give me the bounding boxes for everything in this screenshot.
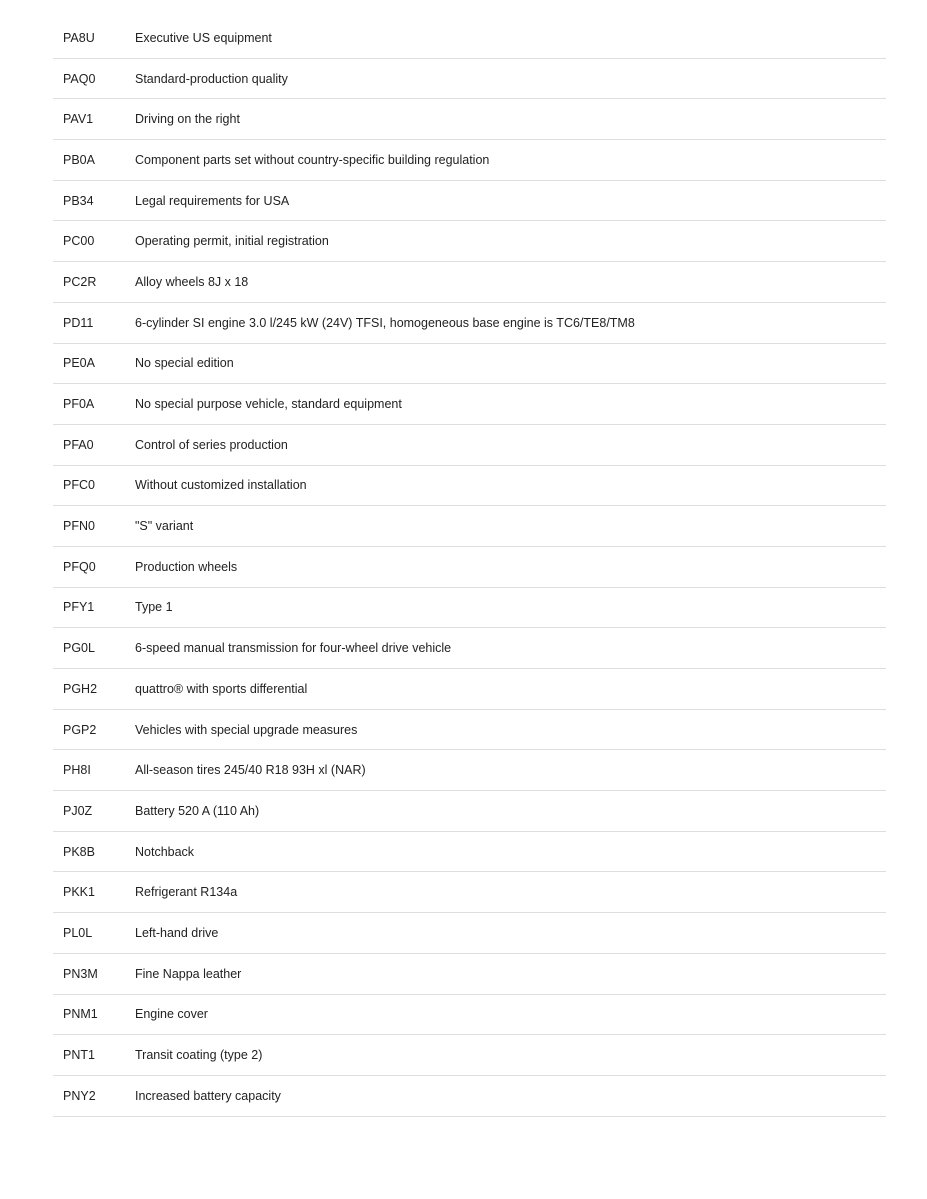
table-row: [53, 913, 886, 954]
option-description: Vehicles with special upgrade measures: [135, 722, 358, 737]
option-description: Fine Nappa leather: [135, 966, 242, 981]
option-code: PFC0: [63, 478, 95, 493]
option-code: PNY2: [63, 1088, 96, 1103]
option-code: PAQ0: [63, 71, 96, 86]
option-code: PD11: [63, 315, 94, 330]
option-code: PKK1: [63, 885, 95, 900]
option-code: PNM1: [63, 1007, 98, 1022]
option-code: PB34: [63, 193, 94, 208]
option-code: PGH2: [63, 681, 98, 696]
option-code: PC00: [63, 234, 95, 249]
option-code: PA8U: [63, 30, 95, 45]
table-row: [53, 221, 886, 262]
option-description: All-season tires 245/40 R18 93H xl (NAR): [135, 763, 366, 778]
table-row: [53, 344, 886, 385]
table-row: [53, 181, 886, 222]
table-row: [53, 59, 886, 100]
option-description: Type 1: [135, 600, 173, 615]
table-row: [53, 669, 886, 710]
table-row: [53, 466, 886, 507]
option-code: PAV1: [63, 112, 94, 127]
option-description: Production wheels: [135, 559, 238, 574]
option-description: Transit coating (type 2): [135, 1048, 263, 1063]
option-code: PF0A: [63, 397, 95, 412]
option-code: PGP2: [63, 722, 97, 737]
table-row: [53, 995, 886, 1036]
table-row: [53, 1076, 886, 1117]
option-description: Increased battery capacity: [135, 1088, 281, 1103]
option-code: PG0L: [63, 641, 95, 656]
table-row: [53, 628, 886, 669]
option-code: PJ0Z: [63, 803, 93, 818]
option-code: PK8B: [63, 844, 95, 859]
table-row: [53, 750, 886, 791]
option-description: Operating permit, initial registration: [135, 234, 329, 249]
option-description: No special edition: [135, 356, 234, 371]
option-description: Component parts set without country-specific building regulation: [135, 152, 490, 167]
option-description: Engine cover: [135, 1007, 208, 1022]
options-table: [53, 18, 886, 1117]
option-description: Executive US equipment: [135, 30, 272, 45]
option-code: PH8I: [63, 763, 91, 778]
option-code: PFY1: [63, 600, 95, 615]
option-description: Control of series production: [135, 437, 288, 452]
option-description: "S" variant: [135, 519, 194, 534]
table-row: [53, 954, 886, 995]
option-description: Refrigerant R134a: [135, 885, 238, 900]
table-row: [53, 588, 886, 629]
table-row: [53, 832, 886, 873]
option-code: PFA0: [63, 437, 94, 452]
option-description: Alloy wheels 8J x 18: [135, 274, 249, 289]
option-description: Standard-production quality: [135, 71, 288, 86]
option-code: PL0L: [63, 925, 93, 940]
option-code: PNT1: [63, 1048, 95, 1063]
table-row: [53, 140, 886, 181]
option-code: PFN0: [63, 519, 95, 534]
table-row: [53, 710, 886, 751]
table-row: [53, 425, 886, 466]
option-code: PN3M: [63, 966, 98, 981]
option-code: PC2R: [63, 274, 97, 289]
option-code: PE0A: [63, 356, 95, 371]
table-row: [53, 506, 886, 547]
table-row: [53, 262, 886, 303]
option-description: Legal requirements for USA: [135, 193, 290, 208]
table-row: [53, 303, 886, 344]
table-row: [53, 384, 886, 425]
option-description: Left-hand drive: [135, 925, 219, 940]
option-description: quattro® with sports differential: [135, 681, 308, 696]
table-row: [53, 18, 886, 59]
option-description: Without customized installation: [135, 478, 307, 493]
option-code: PFQ0: [63, 559, 96, 574]
option-description: Battery 520 A (110 Ah): [135, 803, 260, 818]
option-code: PB0A: [63, 152, 95, 167]
option-description: Driving on the right: [135, 112, 240, 127]
table-row: [53, 791, 886, 832]
option-description: 6-cylinder SI engine 3.0 l/245 kW (24V) TFSI, homogeneous base engine is TC6/TE8/TM8: [135, 315, 635, 330]
table-row: [53, 872, 886, 913]
option-description: Notchback: [135, 844, 195, 859]
table-row: [53, 1035, 886, 1076]
option-description: No special purpose vehicle, standard equipment: [135, 397, 402, 412]
table-row: [53, 99, 886, 140]
table-row: [53, 547, 886, 588]
option-description: 6-speed manual transmission for four-wheel drive vehicle: [135, 641, 452, 656]
